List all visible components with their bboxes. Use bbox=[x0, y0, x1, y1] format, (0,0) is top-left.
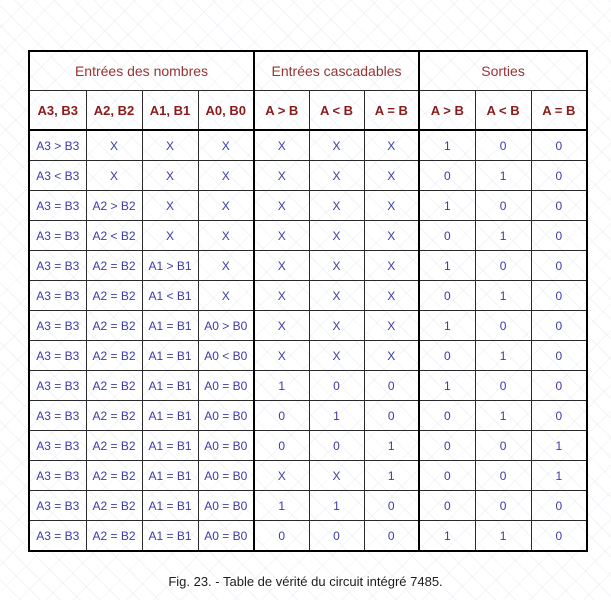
table-cell: X bbox=[254, 161, 309, 191]
group-header-sorties: Sorties bbox=[419, 51, 587, 91]
table-cell: A2 = B2 bbox=[86, 521, 142, 552]
table-cell: 0 bbox=[309, 371, 364, 401]
table-cell: 1 bbox=[309, 491, 364, 521]
table-cell: X bbox=[364, 311, 419, 341]
table-cell: A2 = B2 bbox=[86, 281, 142, 311]
table-cell: 1 bbox=[475, 401, 531, 431]
column-header-out-agtb: A > B bbox=[419, 91, 475, 131]
table-cell: A1 = B1 bbox=[142, 401, 198, 431]
table-cell: 1 bbox=[531, 431, 587, 461]
table-cell: 0 bbox=[419, 401, 475, 431]
column-header-cascade-agtb: A > B bbox=[254, 91, 309, 131]
table-cell: X bbox=[198, 221, 254, 251]
table-cell: A3 = B3 bbox=[29, 281, 86, 311]
column-header-a1b1: A1, B1 bbox=[142, 91, 198, 131]
truth-table-7485 bbox=[28, 50, 588, 552]
table-cell: X bbox=[142, 221, 198, 251]
table-cell: X bbox=[254, 311, 309, 341]
table-cell: A1 < B1 bbox=[142, 281, 198, 311]
table-cell: 0 bbox=[254, 431, 309, 461]
table-cell: X bbox=[86, 161, 142, 191]
table-cell: 1 bbox=[364, 461, 419, 491]
table-cell: 0 bbox=[254, 401, 309, 431]
table-cell: 1 bbox=[419, 191, 475, 221]
table-cell: 0 bbox=[475, 130, 531, 161]
table-cell: A2 = B2 bbox=[86, 431, 142, 461]
table-cell: 0 bbox=[531, 371, 587, 401]
table-cell: A1 > B1 bbox=[142, 251, 198, 281]
table-cell: 1 bbox=[419, 251, 475, 281]
table-cell: A3 = B3 bbox=[29, 341, 86, 371]
table-cell: A1 = B1 bbox=[142, 371, 198, 401]
table-cell: X bbox=[364, 191, 419, 221]
table-cell: X bbox=[198, 130, 254, 161]
table-cell: X bbox=[254, 191, 309, 221]
table-cell: A0 > B0 bbox=[198, 311, 254, 341]
column-header-cascade-aeqb: A = B bbox=[364, 91, 419, 131]
table-cell: X bbox=[198, 251, 254, 281]
table-cell: X bbox=[309, 130, 364, 161]
table-cell: A2 = B2 bbox=[86, 461, 142, 491]
table-cell: X bbox=[142, 161, 198, 191]
table-cell: X bbox=[309, 191, 364, 221]
table-row bbox=[29, 281, 587, 311]
table-cell: A3 = B3 bbox=[29, 311, 86, 341]
table-row bbox=[29, 221, 587, 251]
table-cell: A2 > B2 bbox=[86, 191, 142, 221]
table-cell: X bbox=[254, 221, 309, 251]
table-row bbox=[29, 341, 587, 371]
table-cell: X bbox=[309, 341, 364, 371]
group-header-row bbox=[29, 51, 587, 91]
table-cell: X bbox=[309, 281, 364, 311]
table-cell: 0 bbox=[475, 431, 531, 461]
table-cell: A1 = B1 bbox=[142, 311, 198, 341]
table-row bbox=[29, 251, 587, 281]
table-row bbox=[29, 431, 587, 461]
table-body bbox=[29, 130, 587, 551]
table-cell: 0 bbox=[475, 251, 531, 281]
table-cell: 1 bbox=[475, 281, 531, 311]
figure-caption: Fig. 23. - Table de vérité du circuit intégré 7485. bbox=[168, 574, 443, 589]
table-cell: A0 = B0 bbox=[198, 461, 254, 491]
table-cell: X bbox=[309, 311, 364, 341]
table-cell: X bbox=[364, 251, 419, 281]
column-header-out-altb: A < B bbox=[475, 91, 531, 131]
table-cell: 1 bbox=[254, 491, 309, 521]
table-cell: A0 < B0 bbox=[198, 341, 254, 371]
table-cell: X bbox=[254, 281, 309, 311]
table-cell: 1 bbox=[531, 461, 587, 491]
table-cell: X bbox=[254, 341, 309, 371]
table-cell: X bbox=[198, 191, 254, 221]
table-cell: X bbox=[364, 130, 419, 161]
table-cell: X bbox=[254, 251, 309, 281]
table-cell: X bbox=[198, 161, 254, 191]
table-cell: 1 bbox=[419, 371, 475, 401]
table-cell: 1 bbox=[475, 221, 531, 251]
table-cell: 0 bbox=[419, 461, 475, 491]
table-cell: A0 = B0 bbox=[198, 521, 254, 552]
table-cell: A1 = B1 bbox=[142, 431, 198, 461]
table-cell: 0 bbox=[475, 311, 531, 341]
table-cell: 0 bbox=[309, 521, 364, 552]
table-cell: A3 = B3 bbox=[29, 431, 86, 461]
table-cell: X bbox=[364, 221, 419, 251]
column-header-out-aeqb: A = B bbox=[531, 91, 587, 131]
table-cell: 0 bbox=[475, 371, 531, 401]
table-cell: X bbox=[364, 281, 419, 311]
table-cell: 1 bbox=[419, 521, 475, 552]
table-header bbox=[29, 51, 587, 130]
table-cell: X bbox=[254, 461, 309, 491]
table-cell: A3 = B3 bbox=[29, 491, 86, 521]
table-cell: A0 = B0 bbox=[198, 371, 254, 401]
table-row bbox=[29, 401, 587, 431]
table-cell: A3 = B3 bbox=[29, 401, 86, 431]
table-cell: 0 bbox=[531, 251, 587, 281]
table-cell: 0 bbox=[364, 491, 419, 521]
table-cell: X bbox=[309, 251, 364, 281]
column-header-cascade-altb: A < B bbox=[309, 91, 364, 131]
table-row bbox=[29, 130, 587, 161]
table-cell: X bbox=[142, 191, 198, 221]
table-row bbox=[29, 491, 587, 521]
table-cell: X bbox=[309, 221, 364, 251]
table-cell: 0 bbox=[254, 521, 309, 552]
table-cell: A3 = B3 bbox=[29, 521, 86, 552]
table-cell: 0 bbox=[419, 281, 475, 311]
table-cell: 0 bbox=[419, 161, 475, 191]
table-cell: A3 = B3 bbox=[29, 371, 86, 401]
table-cell: 0 bbox=[364, 401, 419, 431]
table-cell: X bbox=[86, 130, 142, 161]
table-cell: X bbox=[142, 130, 198, 161]
table-row bbox=[29, 311, 587, 341]
table-cell: 0 bbox=[309, 431, 364, 461]
table-cell: 0 bbox=[531, 161, 587, 191]
table-cell: A3 > B3 bbox=[29, 130, 86, 161]
table-cell: X bbox=[364, 161, 419, 191]
table-cell: 1 bbox=[254, 371, 309, 401]
table-cell: 1 bbox=[309, 401, 364, 431]
table-cell: 1 bbox=[475, 161, 531, 191]
table-cell: A2 = B2 bbox=[86, 401, 142, 431]
table-cell: 0 bbox=[364, 521, 419, 552]
column-header-a0b0: A0, B0 bbox=[198, 91, 254, 131]
table-cell: 0 bbox=[531, 401, 587, 431]
table-cell: A2 = B2 bbox=[86, 341, 142, 371]
table-cell: A1 = B1 bbox=[142, 491, 198, 521]
table-cell: A1 = B1 bbox=[142, 341, 198, 371]
table-cell: A1 = B1 bbox=[142, 461, 198, 491]
group-header-entrees-nombres: Entrées des nombres bbox=[29, 51, 254, 91]
table-cell: X bbox=[254, 130, 309, 161]
table-cell: 0 bbox=[419, 221, 475, 251]
table-cell: 0 bbox=[531, 491, 587, 521]
table-cell: 0 bbox=[419, 341, 475, 371]
table-cell: 1 bbox=[419, 311, 475, 341]
table-cell: A2 = B2 bbox=[86, 311, 142, 341]
table-cell: 0 bbox=[475, 461, 531, 491]
table-row bbox=[29, 191, 587, 221]
table-cell: A1 = B1 bbox=[142, 521, 198, 552]
table-cell: 0 bbox=[531, 521, 587, 552]
table-cell: A3 = B3 bbox=[29, 461, 86, 491]
table-cell: 1 bbox=[419, 130, 475, 161]
table-row bbox=[29, 521, 587, 552]
table-cell: X bbox=[309, 461, 364, 491]
table-cell: 0 bbox=[531, 191, 587, 221]
table-cell: A2 = B2 bbox=[86, 371, 142, 401]
table-cell: 0 bbox=[531, 341, 587, 371]
table-cell: A3 = B3 bbox=[29, 221, 86, 251]
table-cell: X bbox=[309, 161, 364, 191]
table-cell: A3 < B3 bbox=[29, 161, 86, 191]
table-cell: A3 = B3 bbox=[29, 191, 86, 221]
table-cell: 0 bbox=[531, 311, 587, 341]
table-row bbox=[29, 461, 587, 491]
table-cell: 0 bbox=[531, 130, 587, 161]
table-row bbox=[29, 371, 587, 401]
table-cell: A2 < B2 bbox=[86, 221, 142, 251]
table-cell: X bbox=[198, 281, 254, 311]
table-cell: A2 = B2 bbox=[86, 491, 142, 521]
table-row bbox=[29, 161, 587, 191]
table-cell: X bbox=[364, 341, 419, 371]
table-cell: 1 bbox=[364, 431, 419, 461]
column-header-a3b3: A3, B3 bbox=[29, 91, 86, 131]
group-header-entrees-cascadables: Entrées cascadables bbox=[254, 51, 419, 91]
table-cell: 0 bbox=[531, 221, 587, 251]
table-cell: 0 bbox=[531, 281, 587, 311]
table-cell: 1 bbox=[475, 341, 531, 371]
table-cell: 0 bbox=[419, 431, 475, 461]
table-cell: 0 bbox=[364, 371, 419, 401]
table-cell: A0 = B0 bbox=[198, 491, 254, 521]
table-cell: A0 = B0 bbox=[198, 401, 254, 431]
column-header-row bbox=[29, 91, 587, 131]
table-cell: 1 bbox=[475, 521, 531, 552]
column-header-a2b2: A2, B2 bbox=[86, 91, 142, 131]
table-cell: 0 bbox=[419, 491, 475, 521]
table-cell: 0 bbox=[475, 491, 531, 521]
table-cell: A0 = B0 bbox=[198, 431, 254, 461]
table-cell: 0 bbox=[475, 191, 531, 221]
table-cell: A3 = B3 bbox=[29, 251, 86, 281]
table-cell: A2 = B2 bbox=[86, 251, 142, 281]
